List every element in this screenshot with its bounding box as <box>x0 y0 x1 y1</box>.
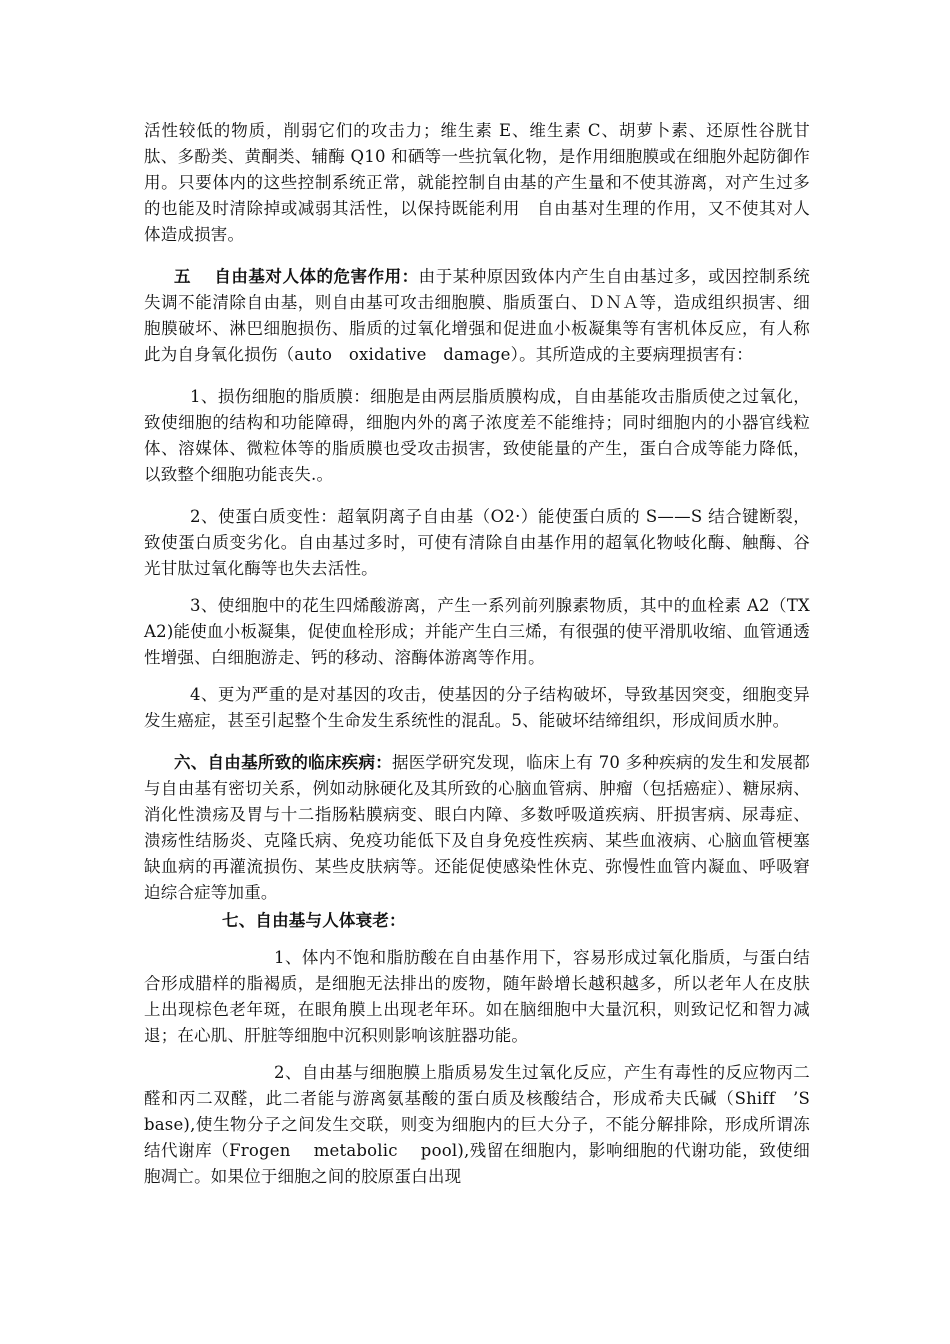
section-five-item-2: 2、使蛋白质变性：超氧阴离子自由基（O2·）能使蛋白质的 S——S 结合键断裂，致使蛋白质变劣化。自由基过多时，可使有清除自由基作用的超氧化物岐化酶、触酶、谷光甘肽过氧化酶等也失去活性。 <box>144 507 810 578</box>
section-five-body: 由于某种原因致体内产生自由基过多，或因控制系统失调不能清除自由基，则自由基可攻击细胞膜、脂质蛋白、ＤＮＡ等，造成组织损害、细胞膜破坏、淋巴细胞损伤、脂质的过氧化增强和促进血小板凝集等有害机体反应，有人称此为自身氧化损伤（auto oxidative damage）。其所造成的主要病理损害有： <box>144 267 810 364</box>
section-six-paragraph <box>144 750 810 906</box>
section-seven-item-2: 2、自由基与细胞膜上脂质易发生过氧化反应，产生有毒性的反应物丙二醛和丙二双醛，此二者能与游离氨基酸的蛋白质及核酸结合，形成希夫氏碱（Shiff ’S base),使生物分子之间发生交联，则变为细胞内的巨大分子，不能分解排除，形成所谓冻结代谢库（Frogen metabolic pool),残留在细胞内，影响细胞的代谢功能，致使细胞凋亡。如果位于细胞之间的胶原蛋白出现 <box>144 1063 827 1186</box>
intro-paragraph: 活性较低的物质，削弱它们的攻击力；维生素 E、维生素 C、胡萝卜素、还原性谷胱甘肽、多酚类、黄酮类、辅酶 Q10 和硒等一些抗氧化物，是作用细胞膜或在细胞外起防御作用。只要体内的这些控制系统正常，就能控制自由基的产生量和不使其游离，对产生过多的也能及时清除掉或减弱其活性，以保持既能利用 自由基对生理的作用，又不使其对人体造成损害。 <box>144 121 810 244</box>
section-five-paragraph <box>144 264 810 368</box>
section-five-item-1: 1、损伤细胞的脂质膜：细胞是由两层脂质膜构成，自由基能攻击脂质使之过氧化，致使细胞的结构和功能障碍，细胞内外的离子浓度差不能维持；同时细胞内的小器官线粒体、溶媒体、微粒体等的脂质膜也受攻击损害，致使能量的产生，蛋白合成等能力降低，以致整个细胞功能丧失.。 <box>144 387 810 484</box>
section-five-item-3: 3、使细胞中的花生四烯酸游离，产生一系列前列腺素物质，其中的血栓素 A2（TXA2)能使血小板凝集，促使血栓形成；并能产生白三烯，有很强的使平滑肌收缩、血管通透性增强、白细胞游走、钙的移动、溶酶体游离等作用。 <box>144 596 810 667</box>
section-six-body: 据医学研究发现，临床上有 70 多种疾病的发生和发展都与自由基有密切关系，例如动脉硬化及其所致的心脑血管病、肿瘤（包括癌症）、糖尿病、消化性溃疡及胃与十二指肠粘膜病变、眼白内障、多数呼吸道疾病、肝损害病、尿毒症、溃疡性结肠炎、克隆氏病、免疫功能低下及自身免疫性疾病、某些血液病、心脑血管梗塞缺血病的再灌流损伤、某些皮肤病等。还能促使感染性休克、弥慢性血管内凝血、呼吸窘迫综合症等加重。 <box>144 753 810 902</box>
section-six-heading: 六、自由基所致的临床疾病： <box>174 753 392 772</box>
section-five-heading: 五 自由基对人体的危害作用： <box>174 267 419 286</box>
section-seven-heading: 七、自由基与人体衰老： <box>222 911 406 930</box>
document-page <box>144 118 827 1190</box>
section-seven-item-1: 1、体内不饱和脂肪酸在自由基作用下，容易形成过氧化脂质，与蛋白结合形成腊样的脂褐质，是细胞无法排出的废物，随年龄增长越积越多，所以老年人在皮肤上出现棕色老年斑，在眼角膜上出现老年环。如在脑细胞中大量沉积，则致记忆和智力减退；在心肌、肝脏等细胞中沉积则影响该脏器功能。 <box>144 948 810 1045</box>
section-five-item-4: 4、更为严重的是对基因的攻击，使基因的分子结构破坏，导致基因突变，细胞变异发生癌症，甚至引起整个生命发生系统性的混乱。5、能破坏结缔组织，形成间质水肿。 <box>144 685 810 730</box>
